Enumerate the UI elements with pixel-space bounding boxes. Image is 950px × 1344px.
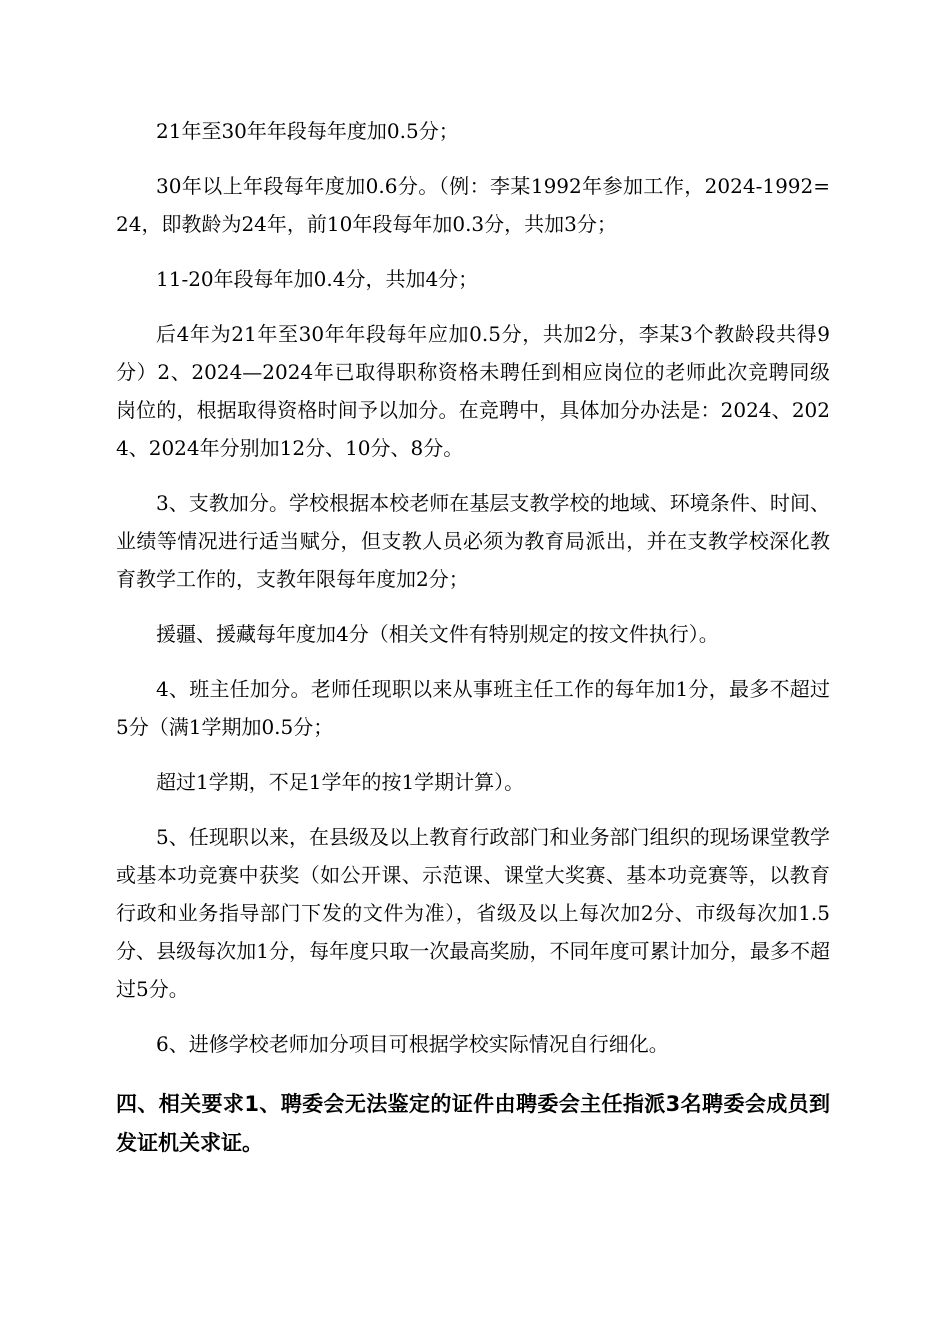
section-heading-requirements: 四、相关要求1、聘委会无法鉴定的证件由聘委会主任指派3名聘委会成员到发证机关求证。	[116, 1092, 830, 1155]
paragraph-semester-rule: 超过1学期，不足1学年的按1学期计算）。	[156, 770, 525, 794]
paragraph-xinjiang-tibet-bonus: 援疆、援藏每年度加4分（相关文件有特别规定的按文件执行）。	[156, 622, 719, 646]
paragraph-seniority-11-20: 11-20年段每年加0.4分，共加4分；	[156, 267, 479, 291]
paragraph-training-school-bonus: 6、进修学校老师加分项目可根据学校实际情况自行细化。	[156, 1032, 669, 1056]
paragraph-head-teacher-bonus: 4、班主任加分。老师任现职以来从事班主任工作的每年加1分，最多不超过5分（满1学期加0.5分；	[116, 677, 830, 739]
document-body	[116, 112, 830, 1163]
paragraph-support-teaching-bonus: 3、支教加分。学校根据本校老师在基层支教学校的地域、环境条件、时间、业绩等情况进行适当赋分，但支教人员必须为教育局派出，并在支教学校深化教育教学工作的，支教年限每年度加2分；	[116, 491, 830, 591]
paragraph-seniority-30-plus: 30年以上年段每年度加0.6分。（例：李某1992年参加工作，2024-1992=24，即教龄为24年，前10年段每年加0.3分，共加3分；	[116, 174, 830, 236]
paragraph-qualification-bonus: 后4年为21年至30年年段每年应加0.5分，共加2分，李某3个教龄段共得9分）2、2024—2024年已取得职称资格未聘任到相应岗位的老师此次竞聘同级岗位的，根据取得资格时间予以加分。在竞聘中，具体加分办法是：2024、2024、2024年分别加12分、10分、8分。	[116, 322, 830, 460]
paragraph-competition-award-bonus: 5、任现职以来，在县级及以上教育行政部门和业务部门组织的现场课堂教学或基本功竞赛中获奖（如公开课、示范课、课堂大奖赛、基本功竞赛等，以教育行政和业务指导部门下发的文件为准），省级及以上每次加2分、市级每次加1.5分、县级每次加1分，每年度只取一次最高奖励，不同年度可累计加分，最多不超过5分。	[116, 825, 830, 1001]
paragraph-seniority-21-30: 21年至30年年段每年度加0.5分；	[156, 119, 459, 143]
